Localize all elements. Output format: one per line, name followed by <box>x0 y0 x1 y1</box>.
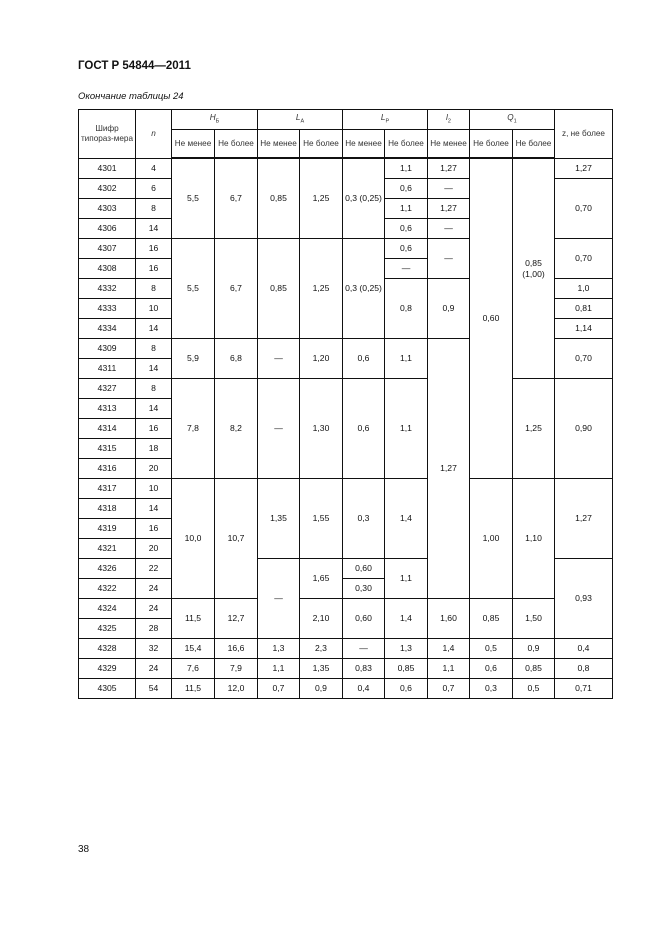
cell-lp-min: 0,60 <box>343 559 385 579</box>
cell-hb-max: 16,6 <box>215 639 258 659</box>
cell-code: 4322 <box>79 579 136 599</box>
cell-n: 16 <box>136 419 172 439</box>
cell-n: 20 <box>136 459 172 479</box>
cell-code: 4314 <box>79 419 136 439</box>
cell-la-min: 0,85 <box>258 158 300 239</box>
cell-hb-min: 5,9 <box>172 339 215 379</box>
header-z: z, не более <box>555 110 613 159</box>
cell-q1-max-a: 1,00 <box>470 479 513 599</box>
cell-n: 24 <box>136 659 172 679</box>
cell-z-max: 0,70 <box>555 179 613 239</box>
header-lp <box>343 110 428 130</box>
cell-z-max: 0,81 <box>555 299 613 319</box>
cell-hb-min: 7,6 <box>172 659 215 679</box>
cell-q1-max-b: 1,50 <box>513 599 555 639</box>
header-n <box>136 110 172 159</box>
header-n-symbol: n <box>151 128 156 138</box>
cell-z-max: 0,4 <box>555 639 613 659</box>
header-sub: Не более <box>300 130 343 159</box>
header-l2 <box>428 110 470 130</box>
cell-code: 4311 <box>79 359 136 379</box>
cell-lp-max: 0,6 <box>385 219 428 239</box>
cell-n: 24 <box>136 599 172 619</box>
header-la <box>258 110 343 130</box>
table-row <box>79 679 613 699</box>
cell-z-max: 0,71 <box>555 679 613 699</box>
cell-lp-max: 0,6 <box>385 179 428 199</box>
cell-n: 16 <box>136 239 172 259</box>
cell-hb-max: 12,7 <box>215 599 258 639</box>
cell-code: 4326 <box>79 559 136 579</box>
cell-l2-min: — <box>428 179 470 199</box>
cell-z-max: 0,70 <box>555 339 613 379</box>
table-row <box>79 659 613 679</box>
cell-hb-max: 10,7 <box>215 479 258 599</box>
header-sub: Не менее <box>172 130 215 159</box>
cell-q1-max-b: 0,85 <box>513 659 555 679</box>
cell-code: 4333 <box>79 299 136 319</box>
cell-lp-min: 0,4 <box>343 679 385 699</box>
cell-lp-min: 0,3 (0,25) <box>343 239 385 339</box>
cell-z-max: 1,0 <box>555 279 613 299</box>
cell-code: 4332 <box>79 279 136 299</box>
cell-n: 28 <box>136 619 172 639</box>
cell-q1-max-b: 0,85 (1,00) <box>513 158 555 379</box>
cell-code: 4334 <box>79 319 136 339</box>
cell-lp-max: 1,4 <box>385 479 428 559</box>
cell-z-max: 1,27 <box>555 479 613 559</box>
cell-n: 18 <box>136 439 172 459</box>
cell-hb-min: 11,5 <box>172 599 215 639</box>
cell-n: 8 <box>136 199 172 219</box>
cell-hb-min: 5,5 <box>172 239 215 339</box>
cell-z-max: 1,14 <box>555 319 613 339</box>
cell-n: 16 <box>136 259 172 279</box>
cell-n: 10 <box>136 479 172 499</box>
cell-la-max: 0,9 <box>300 679 343 699</box>
cell-hb-max: 7,9 <box>215 659 258 679</box>
cell-code: 4317 <box>79 479 136 499</box>
symbol: Q <box>507 113 514 123</box>
cell-q1-max-b: 0,5 <box>513 679 555 699</box>
cell-lp-min: 0,3 (0,25) <box>343 158 385 239</box>
cell-la-max: 1,55 <box>300 479 343 559</box>
cell-code: 4315 <box>79 439 136 459</box>
cell-code: 4306 <box>79 219 136 239</box>
cell-hb-max: 6,8 <box>215 339 258 379</box>
cell-code: 4327 <box>79 379 136 399</box>
cell-code: 4305 <box>79 679 136 699</box>
cell-n: 8 <box>136 339 172 359</box>
header-sub: Не менее <box>428 130 470 159</box>
cell-code: 4301 <box>79 158 136 179</box>
symbol: L <box>380 113 386 123</box>
header-hb <box>172 110 258 130</box>
cell-n: 8 <box>136 279 172 299</box>
table-row <box>79 479 613 499</box>
cell-code: 4321 <box>79 539 136 559</box>
cell-la-max: 1,25 <box>300 239 343 339</box>
cell-code: 4328 <box>79 639 136 659</box>
cell-la-max: 1,35 <box>300 659 343 679</box>
cell-z-max: 0,70 <box>555 239 613 279</box>
cell-l2-min: 0,9 <box>428 279 470 339</box>
cell-hb-max: 8,2 <box>215 379 258 479</box>
cell-lp-max: 1,1 <box>385 339 428 379</box>
cell-code: 4318 <box>79 499 136 519</box>
table-row <box>79 379 613 399</box>
header-sub: Не более <box>470 130 513 159</box>
cell-n: 8 <box>136 379 172 399</box>
cell-lp-max: 1,4 <box>385 599 428 639</box>
cell-n: 6 <box>136 179 172 199</box>
data-table <box>78 109 613 699</box>
cell-n: 22 <box>136 559 172 579</box>
cell-z-max: 0,90 <box>555 379 613 479</box>
cell-la-min: — <box>258 559 300 639</box>
symbol: l <box>446 113 448 123</box>
cell-hb-max: 6,7 <box>215 158 258 239</box>
cell-z-max: 0,93 <box>555 559 613 639</box>
cell-lp-max: 1,1 <box>385 158 428 179</box>
header-sub: Не менее <box>258 130 300 159</box>
cell-hb-max: 12,0 <box>215 679 258 699</box>
cell-l2-min: 1,27 <box>428 199 470 219</box>
cell-q1-max-b: 0,9 <box>513 639 555 659</box>
cell-la-max: 1,30 <box>300 379 343 479</box>
cell-la-max: 1,20 <box>300 339 343 379</box>
cell-code: 4313 <box>79 399 136 419</box>
cell-hb-min: 7,8 <box>172 379 215 479</box>
cell-la-max: 2,10 <box>300 599 343 639</box>
cell-la-min: — <box>258 379 300 479</box>
cell-n: 10 <box>136 299 172 319</box>
cell-lp-max: 0,6 <box>385 239 428 259</box>
cell-lp-min: — <box>343 639 385 659</box>
header-sub: Не более <box>215 130 258 159</box>
subscript: Б <box>215 119 220 126</box>
subscript: 1 <box>513 119 517 126</box>
cell-q1-max-a: 0,3 <box>470 679 513 699</box>
subscript: А <box>300 119 305 126</box>
cell-code: 4316 <box>79 459 136 479</box>
cell-n: 14 <box>136 319 172 339</box>
cell-lp-min: 0,3 <box>343 479 385 559</box>
cell-n: 24 <box>136 579 172 599</box>
cell-q1-max-b: 1,25 <box>513 379 555 479</box>
cell-la-min: 0,85 <box>258 239 300 339</box>
cell-q1-max-a: 0,60 <box>470 158 513 479</box>
cell-l2-min: — <box>428 239 470 279</box>
cell-q1-max-a: 0,6 <box>470 659 513 679</box>
cell-lp-min: 0,60 <box>343 599 385 639</box>
cell-lp-max: 1,1 <box>385 379 428 479</box>
cell-n: 14 <box>136 399 172 419</box>
cell-la-min: — <box>258 339 300 379</box>
cell-n: 14 <box>136 359 172 379</box>
cell-la-min: 0,7 <box>258 679 300 699</box>
cell-la-max: 1,65 <box>300 559 343 599</box>
header-sub: Не более <box>513 130 555 159</box>
cell-lp-max: 0,6 <box>385 679 428 699</box>
cell-lp-max: — <box>385 259 428 279</box>
cell-l2-min: 0,7 <box>428 679 470 699</box>
cell-la-min: 1,1 <box>258 659 300 679</box>
header-q1 <box>470 110 555 130</box>
cell-z-max: 0,8 <box>555 659 613 679</box>
cell-z-max: 1,27 <box>555 158 613 179</box>
cell-q1-max-b: 1,10 <box>513 479 555 599</box>
cell-code: 4303 <box>79 199 136 219</box>
cell-code: 4324 <box>79 599 136 619</box>
cell-lp-min: 0,30 <box>343 579 385 599</box>
cell-la-max: 2,3 <box>300 639 343 659</box>
table-row <box>79 158 613 179</box>
cell-l2-min: 1,27 <box>428 158 470 179</box>
symbol: H <box>209 113 216 123</box>
cell-lp-min: 0,83 <box>343 659 385 679</box>
cell-l2-min: 1,1 <box>428 659 470 679</box>
table-caption: Окончание таблицы 24 <box>78 91 184 102</box>
cell-n: 54 <box>136 679 172 699</box>
cell-code: 4309 <box>79 339 136 359</box>
table-row <box>79 639 613 659</box>
cell-la-max: 1,25 <box>300 158 343 239</box>
cell-n: 16 <box>136 519 172 539</box>
cell-code: 4325 <box>79 619 136 639</box>
cell-la-min: 1,35 <box>258 479 300 559</box>
cell-code: 4308 <box>79 259 136 279</box>
cell-hb-min: 11,5 <box>172 679 215 699</box>
cell-lp-max: 1,3 <box>385 639 428 659</box>
table-row <box>79 599 613 619</box>
cell-hb-max: 6,7 <box>215 239 258 339</box>
document-title: ГОСТ Р 54844—2011 <box>78 60 191 72</box>
cell-n: 4 <box>136 158 172 179</box>
cell-la-min: 1,3 <box>258 639 300 659</box>
cell-hb-min: 10,0 <box>172 479 215 599</box>
subscript: Р <box>385 119 390 126</box>
cell-n: 14 <box>136 499 172 519</box>
cell-lp-max: 0,85 <box>385 659 428 679</box>
cell-code: 4319 <box>79 519 136 539</box>
cell-l2-min: 1,27 <box>428 339 470 599</box>
symbol: L <box>295 113 301 123</box>
header-sub: Не более <box>385 130 428 159</box>
header-sub: Не менее <box>343 130 385 159</box>
cell-q1-max-a: 0,5 <box>470 639 513 659</box>
cell-code: 4302 <box>79 179 136 199</box>
cell-q1-max-a: 0,85 <box>470 599 513 639</box>
cell-n: 20 <box>136 539 172 559</box>
cell-lp-min: 0,6 <box>343 339 385 379</box>
cell-lp-max: 1,1 <box>385 559 428 599</box>
cell-lp-max: 0,8 <box>385 279 428 339</box>
cell-lp-min: 0,6 <box>343 379 385 479</box>
cell-n: 32 <box>136 639 172 659</box>
header-code: Шифр типораз-мера <box>79 110 136 159</box>
cell-code: 4329 <box>79 659 136 679</box>
cell-lp-max: 1,1 <box>385 199 428 219</box>
table-body <box>79 158 613 699</box>
page-number: 38 <box>78 844 90 855</box>
cell-code: 4307 <box>79 239 136 259</box>
cell-n: 14 <box>136 219 172 239</box>
cell-l2-min: 1,4 <box>428 639 470 659</box>
cell-hb-min: 5,5 <box>172 158 215 239</box>
cell-l2-min: 1,60 <box>428 599 470 639</box>
subscript: 2 <box>447 119 451 126</box>
cell-hb-min: 15,4 <box>172 639 215 659</box>
cell-l2-min: — <box>428 219 470 239</box>
